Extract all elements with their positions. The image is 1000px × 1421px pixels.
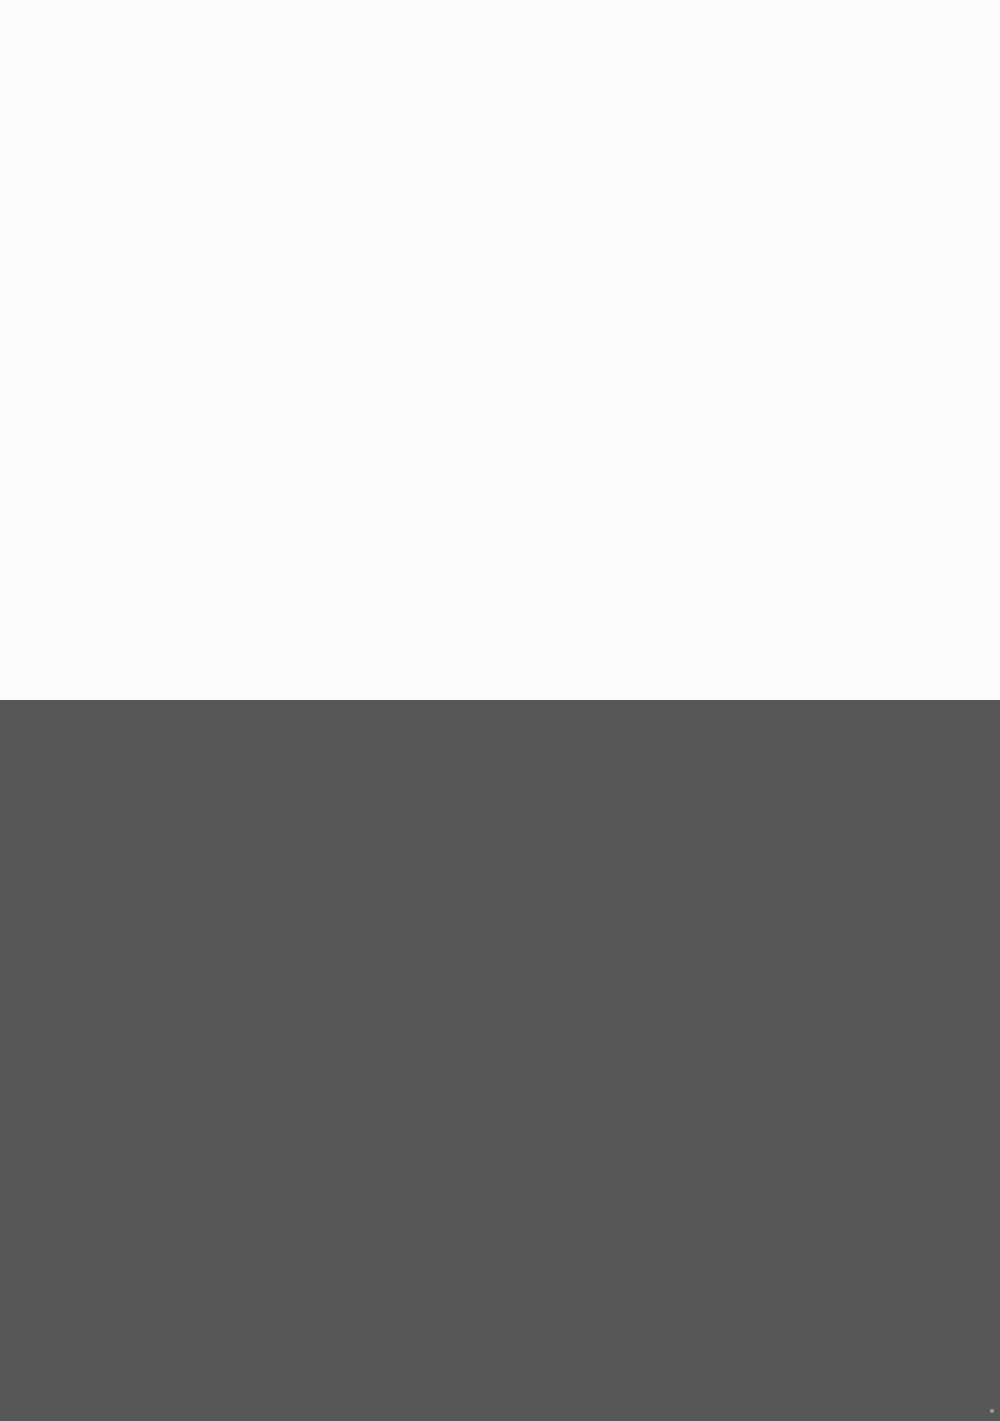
bottom-vertical-text-block (50, 735, 950, 1385)
top-text-section (0, 0, 1000, 700)
top-vertical-text-block (50, 50, 950, 660)
scan-edge-mark (990, 1409, 994, 1413)
bottom-text-section (0, 700, 1000, 1421)
